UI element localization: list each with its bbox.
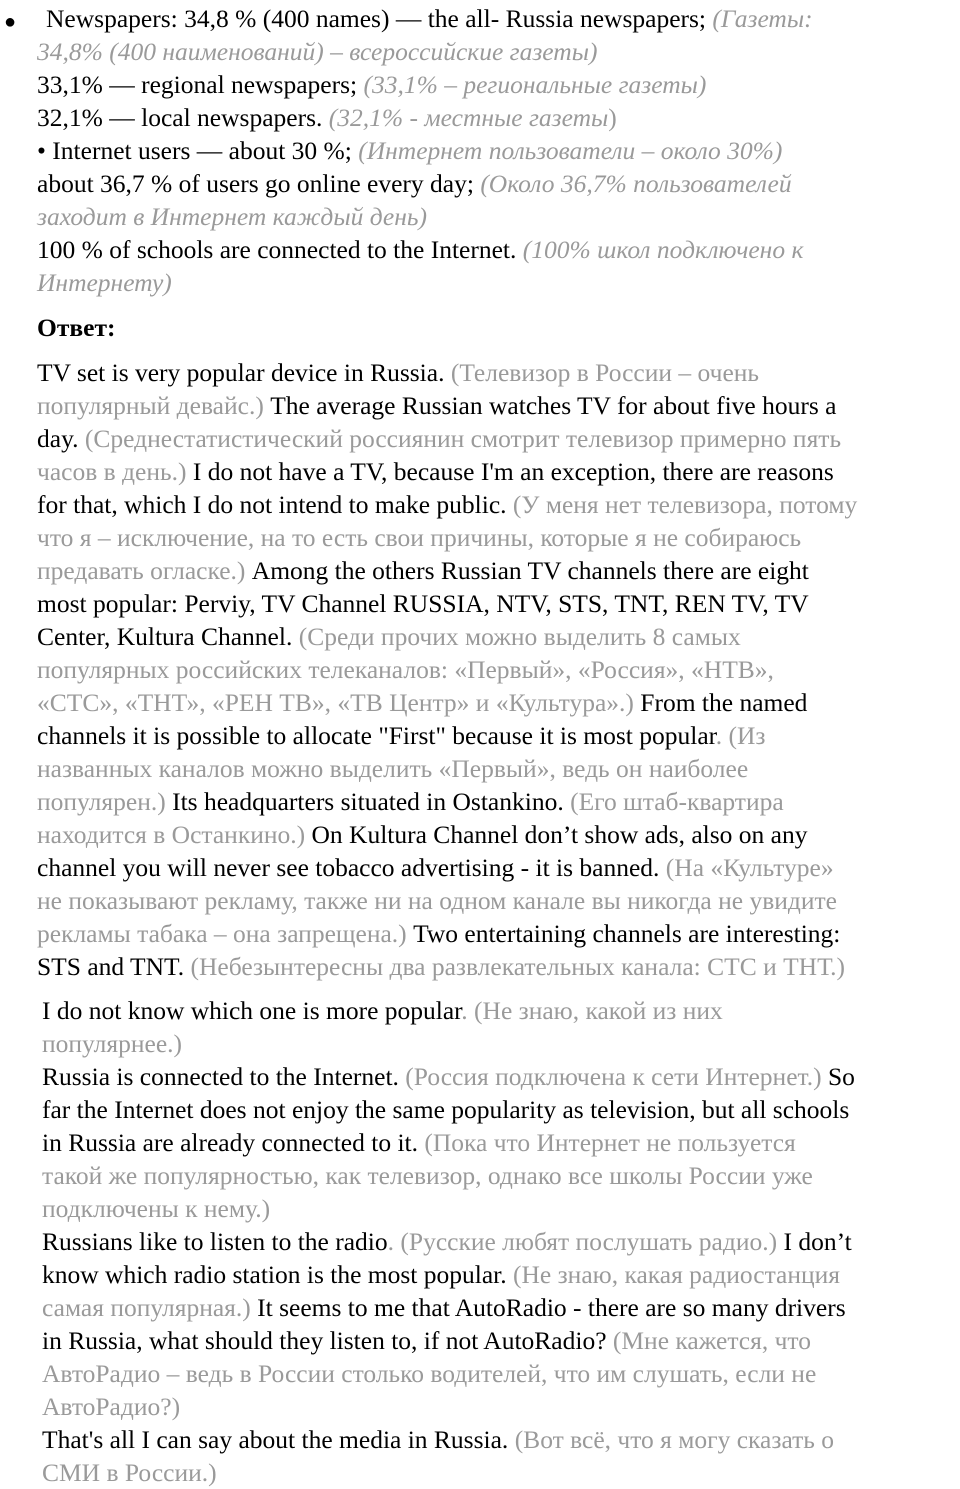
russian-translation: АвтоРадио – ведь в России столько водителей, что им слушать, если не: [42, 1359, 817, 1388]
text-line: [37, 68, 706, 101]
russian-translation: (Среднестатистический россиянин смотрит телевизор примерно пять: [84, 424, 842, 453]
english-text: 100 % of schools are connected to the Internet.: [37, 235, 523, 264]
text-line: [42, 1357, 816, 1390]
english-text: Russians like to listen to the radio: [42, 1227, 388, 1256]
russian-translation: популярен.): [37, 787, 173, 816]
russian-translation: ): [608, 103, 617, 132]
english-text: I do not have a TV, because I'm an exception, there are reasons: [192, 457, 834, 486]
english-text: most popular: Perviy, TV Channel RUSSIA, NTV, STS, TNT, REN TV, TV: [37, 589, 809, 618]
english-text: in Russia are already connected to it.: [42, 1128, 425, 1157]
text-line: [37, 233, 803, 266]
russian-translation: популярный девайс.): [37, 391, 271, 420]
text-line: [37, 587, 809, 620]
english-text: Center, Kultura Channel.: [37, 622, 299, 651]
russian-translation: (На «Культуре»: [665, 853, 834, 882]
english-text: That's all I can say about the media in Russia.: [42, 1425, 515, 1454]
russian-translation: что я – исключение, на то есть свои причины, которые я не собираюсь: [37, 523, 802, 552]
english-text: The average Russian watches TV for about five hours a: [270, 391, 837, 420]
english-text: TV set is very popular device in Russia.: [37, 358, 451, 387]
text-line: [37, 719, 766, 752]
english-text: channels it is possible to allocate "First" because it is most popular: [37, 721, 716, 750]
russian-translation: (Среди прочих можно выделить 8 самых: [298, 622, 741, 651]
russian-translation: названных каналов можно выделить «Первый», ведь он наиболее: [37, 754, 749, 783]
english-text: Russia is connected to the Internet.: [42, 1062, 406, 1091]
english-text: day.: [37, 424, 85, 453]
russian-translation: часов в день.): [37, 457, 193, 486]
text-line: [42, 1159, 813, 1192]
text-line: [37, 422, 841, 455]
russian-translation: популярнее.): [42, 1029, 183, 1058]
text-line: [42, 1324, 811, 1357]
russian-translation: самая популярная.): [42, 1293, 258, 1322]
text-line: [42, 994, 723, 1027]
english-text: Two entertaining channels are interesting:: [413, 919, 841, 948]
russian-translation: (Пока что Интернет не пользуется: [424, 1128, 796, 1157]
text-line: [42, 1225, 852, 1258]
text-line: [37, 521, 801, 554]
text-line: [37, 917, 840, 950]
text-line: [37, 653, 774, 686]
text-line: [42, 1126, 796, 1159]
english-text: Among the others Russian TV channels there are eight: [251, 556, 809, 585]
russian-translation: популярных российских телеканалов: «Первый», «Россия», «НТВ»,: [37, 655, 774, 684]
english-text: STS and TNT.: [37, 952, 191, 981]
english-text: for that, which I do not intend to make public.: [37, 490, 513, 519]
text-line: [46, 2, 813, 35]
english-text: in Russia, what should they listen to, if not AutoRadio?: [42, 1326, 613, 1355]
english-text: about 36,7 % of users go online every day;: [37, 169, 481, 198]
text-line: [37, 134, 782, 167]
russian-translation: (Мне кажется, что: [612, 1326, 811, 1355]
russian-translation: (Телевизор в России – очень: [450, 358, 760, 387]
russian-translation: (32,1% - местные газеты: [328, 103, 609, 132]
russian-translation: . (Русские любят послушать радио.): [387, 1227, 784, 1256]
russian-translation: (Россия подключена к сети Интернет.): [405, 1062, 828, 1091]
text-line: [37, 200, 427, 233]
russian-translation: (Около 36,7% пользователей: [480, 169, 792, 198]
english-text: 32,1% — local newspapers.: [37, 103, 329, 132]
russian-translation: «СТС», «ТНТ», «РЕН ТВ», «ТВ Центр» и «Культура».): [37, 688, 641, 717]
bullet-dot: ●: [4, 11, 17, 33]
russian-translation: заходит в Интернет каждый день): [37, 202, 427, 231]
text-line: [37, 101, 617, 134]
text-line: [42, 1390, 180, 1423]
russian-translation: подключены к нему.): [42, 1194, 271, 1223]
russian-translation: рекламы табака – она запрещена.): [37, 919, 414, 948]
english-text: I don’t: [783, 1227, 852, 1256]
russian-translation: . (Из: [715, 721, 766, 750]
text-line: [42, 1060, 855, 1093]
russian-translation: (Небезынтересны два развлекательных канала: СТС и ТНТ.): [190, 952, 845, 981]
russian-translation: предавать огласке.): [37, 556, 252, 585]
russian-translation: СМИ в России.): [42, 1458, 217, 1487]
russian-translation: АвтоРадио?): [42, 1392, 181, 1421]
text-line: [37, 266, 172, 299]
text-line: [42, 1258, 840, 1291]
text-line: [37, 785, 784, 818]
text-line: [37, 752, 748, 785]
text-line: [37, 356, 759, 389]
text-line: [42, 1291, 846, 1324]
text-line: [37, 851, 834, 884]
text-line: [37, 818, 808, 851]
text-line: [37, 488, 857, 521]
text-line: [37, 884, 837, 917]
text-line: [42, 1192, 270, 1225]
russian-translation: (Газеты:: [712, 4, 813, 33]
text-line: [37, 686, 807, 719]
text-line: [42, 1027, 182, 1060]
text-line: [37, 389, 836, 422]
english-text: So: [828, 1062, 855, 1091]
russian-translation: (33,1% – региональные газеты): [363, 70, 707, 99]
english-text: Newspapers: 34,8 % (400 names) — the all- Russia newspapers;: [46, 4, 713, 33]
english-text: On Kultura Channel don’t show ads, also on any: [311, 820, 808, 849]
text-line: [37, 167, 792, 200]
english-text: know which radio station is the most popular.: [42, 1260, 513, 1289]
russian-translation: (Вот всё, что я могу сказать о: [514, 1425, 834, 1454]
russian-translation: находится в Останкино.): [37, 820, 312, 849]
russian-translation: (У меня нет телевизора, потому: [512, 490, 858, 519]
english-text: 33,1% — regional newspapers;: [37, 70, 364, 99]
answer-heading: Ответ:: [37, 313, 116, 342]
russian-translation: такой же популярностью, как телевизор, однако все школы России уже: [42, 1161, 813, 1190]
russian-translation: не показывают рекламу, также ни на одном канале вы никогда не увидите: [37, 886, 837, 915]
english-text: far the Internet does not enjoy the same popularity as television, but all schools: [42, 1095, 850, 1124]
english-text: I do not know which one is more popular: [42, 996, 462, 1025]
russian-translation: (Не знаю, какая радиостанция: [513, 1260, 841, 1289]
russian-translation: . (Не знаю, какой из них: [461, 996, 723, 1025]
text-line: [42, 1093, 849, 1126]
english-text: channel you will never see tobacco advertising - it is banned.: [37, 853, 666, 882]
english-text: Its headquarters situated in Ostankino.: [172, 787, 571, 816]
text-line: [37, 554, 809, 587]
text-line: [42, 1456, 217, 1489]
russian-translation: (Интернет пользователи – около 30%): [358, 136, 783, 165]
english-text: • Internet users — about 30 %;: [37, 136, 359, 165]
english-text: It seems to me that AutoRadio - there are so many drivers: [257, 1293, 846, 1322]
text-line: [42, 1423, 834, 1456]
russian-translation: 34,8% (400 наименований) – всероссийские газеты): [37, 37, 598, 66]
text-line: [37, 455, 834, 488]
text-line: [37, 620, 741, 653]
russian-translation: (Его штаб-квартира: [570, 787, 784, 816]
text-line: [37, 35, 597, 68]
english-text: From the named: [640, 688, 808, 717]
russian-translation: (100% школ подключено к: [522, 235, 804, 264]
russian-translation: Интернету): [37, 268, 172, 297]
text-line: [37, 950, 845, 983]
